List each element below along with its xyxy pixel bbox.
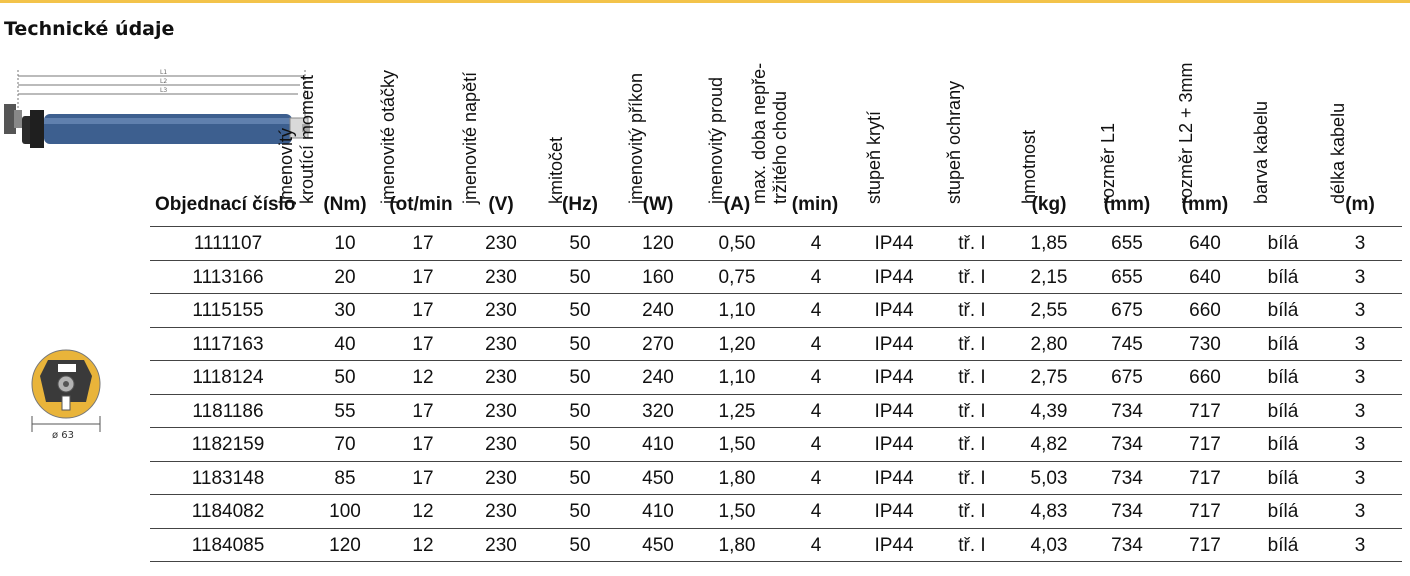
cell-weight: 2,15 bbox=[1030, 266, 1068, 288]
unit-l1: (mm) bbox=[1103, 194, 1151, 215]
diameter-label: ø 63 bbox=[52, 430, 75, 441]
table-row bbox=[150, 528, 1402, 563]
table-row bbox=[150, 494, 1402, 528]
cell-torque: 30 bbox=[334, 300, 356, 321]
unit-frequency: (Hz) bbox=[562, 194, 598, 215]
spec-table bbox=[150, 226, 1402, 562]
cell-torque: 50 bbox=[334, 367, 356, 388]
cell-l2: 660 bbox=[1189, 367, 1221, 388]
cell-frequency: 50 bbox=[569, 400, 591, 422]
dim-label-l2: L2 bbox=[160, 78, 168, 85]
unit-voltage: (V) bbox=[488, 194, 514, 215]
cell-voltage: 230 bbox=[485, 367, 517, 388]
unit-cable-length: (m) bbox=[1345, 194, 1375, 215]
cell-cable-length: 3 bbox=[1354, 233, 1366, 254]
cell-duty: 4 bbox=[810, 367, 822, 388]
cell-speed: 17 bbox=[412, 300, 434, 321]
col-header-speed: jmenovité otáčky bbox=[378, 69, 398, 204]
cell-l1: 734 bbox=[1111, 501, 1143, 522]
cell-speed: 12 bbox=[412, 534, 434, 556]
cell-power: 270 bbox=[642, 333, 674, 355]
cell-cable-color: bílá bbox=[1267, 501, 1299, 522]
col-header-cable-color: barva kabelu bbox=[1251, 100, 1271, 204]
cell-frequency: 50 bbox=[569, 333, 591, 355]
cell-power: 240 bbox=[642, 367, 674, 388]
cell-duty: 4 bbox=[810, 534, 822, 556]
cell-power: 450 bbox=[642, 534, 674, 556]
cell-duty: 4 bbox=[810, 333, 822, 355]
cell-voltage: 230 bbox=[485, 233, 517, 254]
col-header-ip: stupeň krytí bbox=[864, 110, 884, 204]
cell-torque: 100 bbox=[329, 501, 361, 522]
cell-l2: 717 bbox=[1189, 534, 1221, 556]
cell-cable-color: bílá bbox=[1267, 534, 1299, 556]
cell-cable-color: bílá bbox=[1267, 400, 1299, 422]
col-header-duty: max. doba nepře- tržitého chodu bbox=[749, 62, 790, 204]
cell-l2: 730 bbox=[1189, 333, 1221, 355]
cell-duty: 4 bbox=[810, 300, 822, 321]
col-header-l1: rozměr L1 bbox=[1098, 122, 1118, 204]
cell-current: 1,25 bbox=[718, 400, 756, 422]
cell-current: 1,50 bbox=[718, 434, 756, 455]
cell-cable-length: 3 bbox=[1354, 400, 1366, 422]
cell-frequency: 50 bbox=[569, 434, 591, 455]
cell-power: 120 bbox=[642, 233, 674, 254]
cell-duty: 4 bbox=[810, 434, 822, 455]
cell-l1: 655 bbox=[1111, 266, 1143, 288]
cell-current: 1,10 bbox=[718, 300, 756, 321]
table-row bbox=[150, 260, 1402, 294]
cell-order: 1118124 bbox=[192, 367, 264, 388]
cell-current: 1,80 bbox=[718, 467, 756, 489]
top-accent-line bbox=[0, 0, 1410, 3]
cell-torque: 40 bbox=[334, 333, 356, 355]
cell-l2: 717 bbox=[1189, 400, 1221, 422]
cell-cable-length: 3 bbox=[1354, 367, 1366, 388]
cell-speed: 17 bbox=[412, 233, 434, 254]
cell-duty: 4 bbox=[810, 467, 822, 489]
cell-voltage: 230 bbox=[485, 534, 517, 556]
cell-frequency: 50 bbox=[569, 501, 591, 522]
cell-power: 240 bbox=[642, 300, 674, 321]
cell-weight: 2,80 bbox=[1030, 333, 1068, 355]
cell-cable-length: 3 bbox=[1354, 434, 1366, 455]
cell-torque: 10 bbox=[334, 233, 356, 254]
dim-label-l1: L1 bbox=[160, 69, 168, 76]
cell-l1: 655 bbox=[1111, 233, 1143, 254]
table-row bbox=[150, 461, 1402, 495]
cell-l1: 734 bbox=[1111, 400, 1143, 422]
cell-voltage: 230 bbox=[485, 434, 517, 455]
cell-weight: 5,03 bbox=[1030, 467, 1068, 489]
unit-duty: (min) bbox=[791, 194, 839, 215]
cell-weight: 2,55 bbox=[1030, 300, 1068, 321]
cell-frequency: 50 bbox=[569, 534, 591, 556]
col-header-voltage: jmenovité napětí bbox=[460, 71, 480, 204]
cell-cable-color: bílá bbox=[1267, 266, 1299, 288]
cell-ip: IP44 bbox=[874, 333, 914, 355]
cell-l1: 734 bbox=[1111, 467, 1143, 489]
cell-torque: 55 bbox=[334, 400, 356, 422]
cell-torque: 85 bbox=[334, 467, 356, 489]
cell-weight: 2,75 bbox=[1030, 367, 1068, 388]
cell-cable-color: bílá bbox=[1267, 300, 1299, 321]
unit-weight: (kg) bbox=[1031, 194, 1067, 215]
cell-power: 410 bbox=[642, 501, 674, 522]
cell-order: 1183148 bbox=[191, 467, 265, 489]
cell-cable-color: bílá bbox=[1267, 367, 1299, 388]
cell-speed: 17 bbox=[412, 400, 434, 422]
cell-l2: 717 bbox=[1189, 434, 1221, 455]
cell-ip: IP44 bbox=[874, 266, 914, 288]
cell-weight: 1,85 bbox=[1030, 233, 1068, 254]
cell-cable-length: 3 bbox=[1354, 266, 1366, 288]
col-header-l2: rozměr L2 + 3mm bbox=[1176, 62, 1196, 204]
table-row bbox=[150, 394, 1402, 428]
cell-ip: IP44 bbox=[874, 534, 914, 556]
cell-cable-length: 3 bbox=[1354, 534, 1366, 556]
unit-l2: (mm) bbox=[1181, 194, 1229, 215]
cell-frequency: 50 bbox=[569, 266, 591, 288]
cell-power: 160 bbox=[642, 266, 674, 288]
cell-ip: IP44 bbox=[874, 434, 914, 455]
cell-frequency: 50 bbox=[569, 300, 591, 321]
cell-protection: tř. I bbox=[958, 534, 986, 556]
cell-order: 1184082 bbox=[191, 501, 265, 522]
cell-voltage: 230 bbox=[485, 400, 517, 422]
cell-protection: tř. I bbox=[958, 300, 986, 321]
cell-order: 1184085 bbox=[191, 534, 265, 556]
cell-order: 1182159 bbox=[191, 434, 265, 455]
cell-speed: 12 bbox=[412, 501, 434, 522]
cell-protection: tř. I bbox=[958, 266, 986, 288]
cell-l1: 675 bbox=[1111, 300, 1143, 321]
cell-order: 1117163 bbox=[192, 333, 264, 355]
cell-torque: 70 bbox=[334, 434, 356, 455]
col-header-current: jmenovitý proud bbox=[706, 76, 726, 204]
cell-voltage: 230 bbox=[485, 333, 517, 355]
cell-l2: 640 bbox=[1189, 233, 1221, 254]
unit-current: (A) bbox=[723, 194, 751, 215]
cell-order: 1181186 bbox=[192, 400, 264, 422]
cell-l2: 660 bbox=[1189, 300, 1221, 321]
cell-cable-length: 3 bbox=[1354, 300, 1366, 321]
cell-speed: 17 bbox=[412, 434, 434, 455]
cell-torque: 120 bbox=[329, 534, 361, 556]
cell-frequency: 50 bbox=[569, 233, 591, 254]
cell-protection: tř. I bbox=[958, 333, 986, 355]
cell-speed: 17 bbox=[412, 333, 434, 355]
cell-power: 320 bbox=[642, 400, 674, 422]
motor-side-drawing bbox=[0, 58, 320, 168]
cell-duty: 4 bbox=[810, 233, 822, 254]
cell-ip: IP44 bbox=[874, 367, 914, 388]
table-row bbox=[150, 327, 1402, 361]
cell-protection: tř. I bbox=[958, 233, 986, 254]
table-row bbox=[150, 427, 1402, 461]
cell-duty: 4 bbox=[810, 266, 822, 288]
cell-cable-length: 3 bbox=[1354, 467, 1366, 489]
cell-cable-length: 3 bbox=[1354, 501, 1366, 522]
cell-ip: IP44 bbox=[874, 400, 914, 422]
cell-ip: IP44 bbox=[874, 300, 914, 321]
cell-protection: tř. I bbox=[958, 467, 986, 489]
cell-protection: tř. I bbox=[958, 501, 986, 522]
cell-cable-color: bílá bbox=[1267, 467, 1299, 489]
cell-current: 1,20 bbox=[718, 333, 756, 355]
col-header-protection: stupeň ochrany bbox=[944, 80, 964, 204]
cell-order: 1113166 bbox=[192, 266, 264, 288]
order-number-header: Objednací číslo bbox=[155, 194, 296, 215]
cell-protection: tř. I bbox=[958, 400, 986, 422]
cell-weight: 4,82 bbox=[1030, 434, 1068, 455]
table-row bbox=[150, 360, 1402, 394]
col-header-torque: jmenovitý kroutící moment bbox=[276, 74, 317, 204]
cell-current: 1,80 bbox=[718, 534, 756, 556]
cell-weight: 4,03 bbox=[1030, 534, 1068, 556]
cell-order: 1115155 bbox=[192, 300, 264, 321]
cell-cable-length: 3 bbox=[1354, 333, 1366, 355]
cell-voltage: 230 bbox=[485, 300, 517, 321]
cell-voltage: 230 bbox=[485, 467, 517, 489]
cell-duty: 4 bbox=[810, 400, 822, 422]
cell-ip: IP44 bbox=[874, 501, 914, 522]
cell-cable-color: bílá bbox=[1267, 333, 1299, 355]
cell-l1: 745 bbox=[1111, 333, 1143, 355]
cell-voltage: 230 bbox=[485, 501, 517, 522]
cell-voltage: 230 bbox=[485, 266, 517, 288]
unit-speed: (ot/min bbox=[389, 194, 453, 215]
cell-ip: IP44 bbox=[874, 233, 914, 254]
cell-duty: 4 bbox=[810, 501, 822, 522]
cell-l2: 640 bbox=[1189, 266, 1221, 288]
units-row bbox=[0, 192, 1410, 222]
table-row bbox=[150, 226, 1402, 260]
cell-current: 0,50 bbox=[718, 233, 756, 254]
cell-current: 1,50 bbox=[718, 501, 756, 522]
cell-protection: tř. I bbox=[958, 434, 986, 455]
cell-speed: 17 bbox=[412, 467, 434, 489]
cell-current: 0,75 bbox=[718, 266, 756, 288]
cell-cable-color: bílá bbox=[1267, 233, 1299, 254]
motor-end-view-drawing bbox=[26, 346, 126, 442]
cell-weight: 4,83 bbox=[1030, 501, 1068, 522]
cell-order: 1111107 bbox=[193, 233, 263, 254]
col-header-weight: hmotnost bbox=[1019, 129, 1039, 204]
col-header-power: jmenovitý příkon bbox=[626, 72, 646, 204]
cell-cable-color: bílá bbox=[1267, 434, 1299, 455]
cell-current: 1,10 bbox=[718, 367, 756, 388]
cell-l2: 717 bbox=[1189, 501, 1221, 522]
cell-weight: 4,39 bbox=[1030, 400, 1068, 422]
cell-power: 410 bbox=[642, 434, 674, 455]
page-title: Technické údaje bbox=[4, 18, 175, 40]
cell-protection: tř. I bbox=[958, 367, 986, 388]
cell-speed: 17 bbox=[412, 266, 434, 288]
cell-l1: 734 bbox=[1111, 534, 1143, 556]
cell-frequency: 50 bbox=[569, 367, 591, 388]
unit-power: (W) bbox=[642, 194, 674, 215]
table-row bbox=[150, 293, 1402, 327]
cell-torque: 20 bbox=[334, 266, 356, 288]
dim-label-l3: L3 bbox=[160, 87, 168, 94]
cell-frequency: 50 bbox=[569, 467, 591, 489]
unit-torque: (Nm) bbox=[323, 194, 367, 215]
cell-l2: 717 bbox=[1189, 467, 1221, 489]
col-header-cable-length: délka kabelu bbox=[1328, 102, 1348, 204]
cell-l1: 734 bbox=[1111, 434, 1143, 455]
cell-ip: IP44 bbox=[874, 467, 914, 489]
cell-l1: 675 bbox=[1111, 367, 1143, 388]
cell-speed: 12 bbox=[412, 367, 434, 388]
cell-power: 450 bbox=[642, 467, 674, 489]
col-header-frequency: kmitočet bbox=[546, 136, 566, 204]
